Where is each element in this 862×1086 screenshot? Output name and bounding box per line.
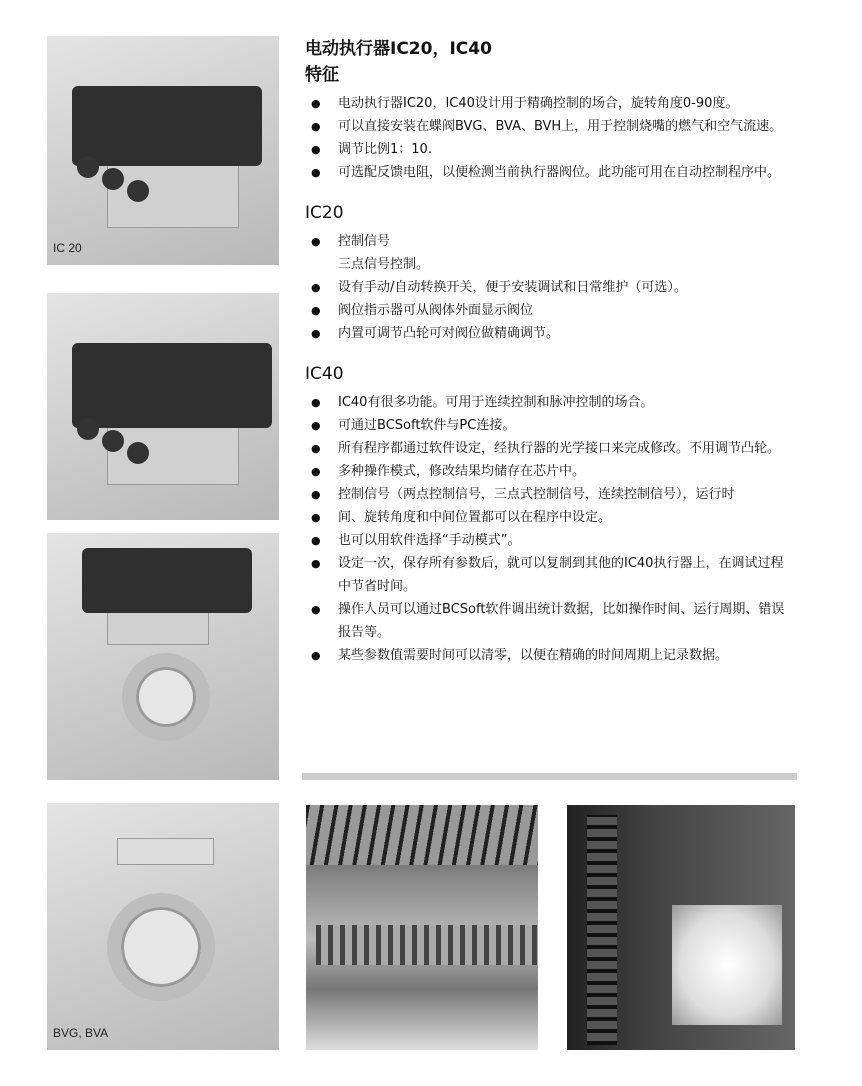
list-item: ● 多种操作模式，修改结果均储存在芯片中。: [305, 460, 795, 483]
list-item: ● IC40有很多功能。可用于连续控制和脉冲控制的场合。: [305, 391, 795, 414]
section-divider: [302, 773, 797, 780]
list-item: [305, 230, 795, 276]
ic20-list: [305, 230, 795, 345]
ic40-actuator-image: [47, 293, 279, 520]
list-item: ● 阀位指示器可从阀体外面显示阀位: [305, 299, 795, 322]
list-item: ● 也可以用软件选择“手动模式”。: [305, 529, 795, 552]
content-column: [305, 36, 795, 667]
actuator-with-valve-image: [47, 533, 279, 780]
caption-bvg-bva: BVG, BVA: [53, 1026, 109, 1040]
caption-ic20: IC 20: [53, 241, 82, 255]
page-title: 电动执行器IC20，IC40: [305, 39, 492, 59]
list-item: ● 可通过BCSoft软件与PC连接。: [305, 414, 795, 437]
list-item: ● 可选配反馈电阻，以便检测当前执行器阀位。此功能可用在自动控制程序中。: [305, 161, 795, 184]
factory-furnace-photo: [306, 805, 538, 1050]
ic20-heading: IC20: [305, 203, 344, 223]
item-text: 控制信号: [338, 234, 391, 249]
list-item: ● 某些参数值需要时间可以清零，以便在精确的时间周期上记录数据。: [305, 644, 795, 667]
list-item: ● 内置可调节凸轮可对阀位做精确调节。: [305, 322, 795, 345]
item-subtext: 三点信号控制。: [338, 257, 430, 272]
list-item: ● 操作人员可以通过BCSoft软件调出统计数据，比如操作时间、运行周期、错误报告等。: [305, 598, 795, 644]
list-item: ● 设有手动/自动转换开关，便于安装调试和日常维护（可选）。: [305, 276, 795, 299]
features-list: [305, 92, 795, 184]
features-heading: 特征: [305, 65, 339, 85]
list-item: ● 电动执行器IC20，IC40设计用于精确控制的场合，旋转角度0-90度。: [305, 92, 795, 115]
list-item: ● 调节比例1：10.: [305, 138, 795, 161]
list-item: ● 设定一次，保存所有参数后，就可以复制到其他的IC40执行器上，在调试过程中节省时间。: [305, 552, 795, 598]
butterfly-valve-image: [47, 803, 279, 1050]
list-item: ● 控制信号（两点控制信号，三点式控制信号，连续控制信号），运行时: [305, 483, 795, 506]
list-item: ● 间、旋转角度和中间位置都可以在程序中设定。: [305, 506, 795, 529]
industrial-furnace-photo: [567, 805, 795, 1050]
list-item: ● 可以直接安装在蝶阀BVG、BVA、BVH上，用于控制烧嘴的燃气和空气流速。: [305, 115, 795, 138]
ic20-actuator-image: [47, 36, 279, 265]
ic40-heading: IC40: [305, 364, 344, 384]
ic40-list: [305, 391, 795, 667]
list-item: ● 所有程序都通过软件设定，经执行器的光学接口来完成修改。不用调节凸轮。: [305, 437, 795, 460]
